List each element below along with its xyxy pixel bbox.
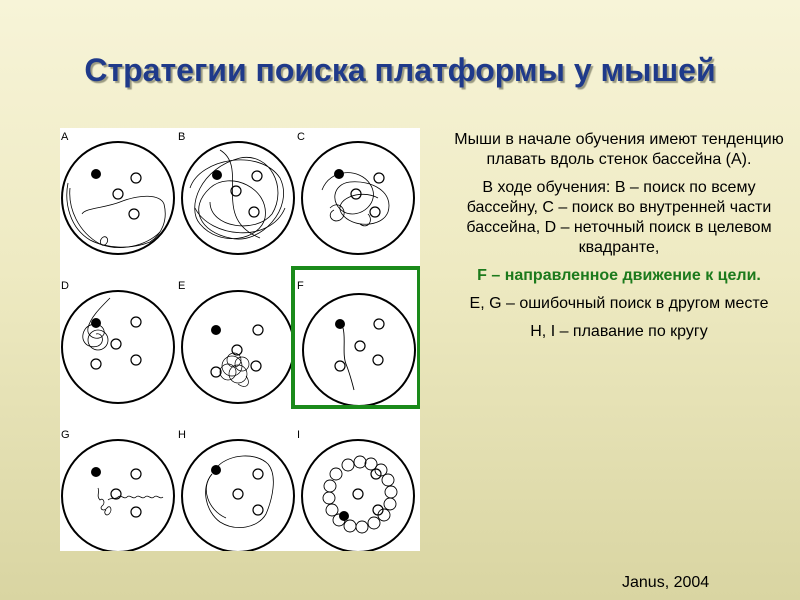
panel-label-d: D — [61, 280, 69, 292]
citation: Janus, 2004 — [622, 574, 710, 591]
panel-label-c: C — [297, 131, 305, 143]
panel-label-f: F — [297, 280, 304, 292]
panel-a-pool — [62, 142, 174, 254]
panel-label-e: E — [178, 280, 186, 292]
panel-b-pool — [182, 142, 294, 254]
panel-f-pool — [303, 294, 415, 406]
panel-label-g: G — [61, 429, 70, 441]
slide-title: Стратегии поиска платформы у мышей — [84, 52, 716, 88]
panel-d-pool — [62, 291, 174, 403]
description-column — [446, 130, 792, 350]
paragraph-initial-training: Мыши в начале обучения имеют тенденцию плавать вдоль стенок бассейна (А). — [454, 131, 784, 168]
paragraph-wrong-search: E, G – ошибочный поиск в другом месте — [469, 295, 769, 312]
paragraph-direct-swim: F – направленное движение к цели. — [477, 267, 761, 284]
panel-label-i: I — [297, 429, 301, 441]
panel-e-pool — [182, 291, 294, 403]
panel-g-pool — [62, 440, 174, 551]
paragraph-circling: H, I – плавание по кругу — [530, 323, 708, 340]
paragraph-training-strategies: В ходе обучения: В – поиск по всему бассейну, С – поиск во внутренней части бассейна, D – неточный поиск в целевом квадранте, — [466, 179, 772, 256]
panel-label-b: B — [178, 131, 186, 143]
panel-f-highlight-frame — [293, 268, 419, 407]
panel-i-pool — [302, 440, 414, 551]
strategy-panels-svg — [60, 128, 420, 551]
panel-h-pool — [182, 440, 294, 551]
panel-label-a: A — [61, 131, 69, 143]
panel-c-pool — [302, 142, 414, 254]
panel-label-h: H — [178, 429, 186, 441]
search-strategy-figure — [60, 128, 420, 551]
